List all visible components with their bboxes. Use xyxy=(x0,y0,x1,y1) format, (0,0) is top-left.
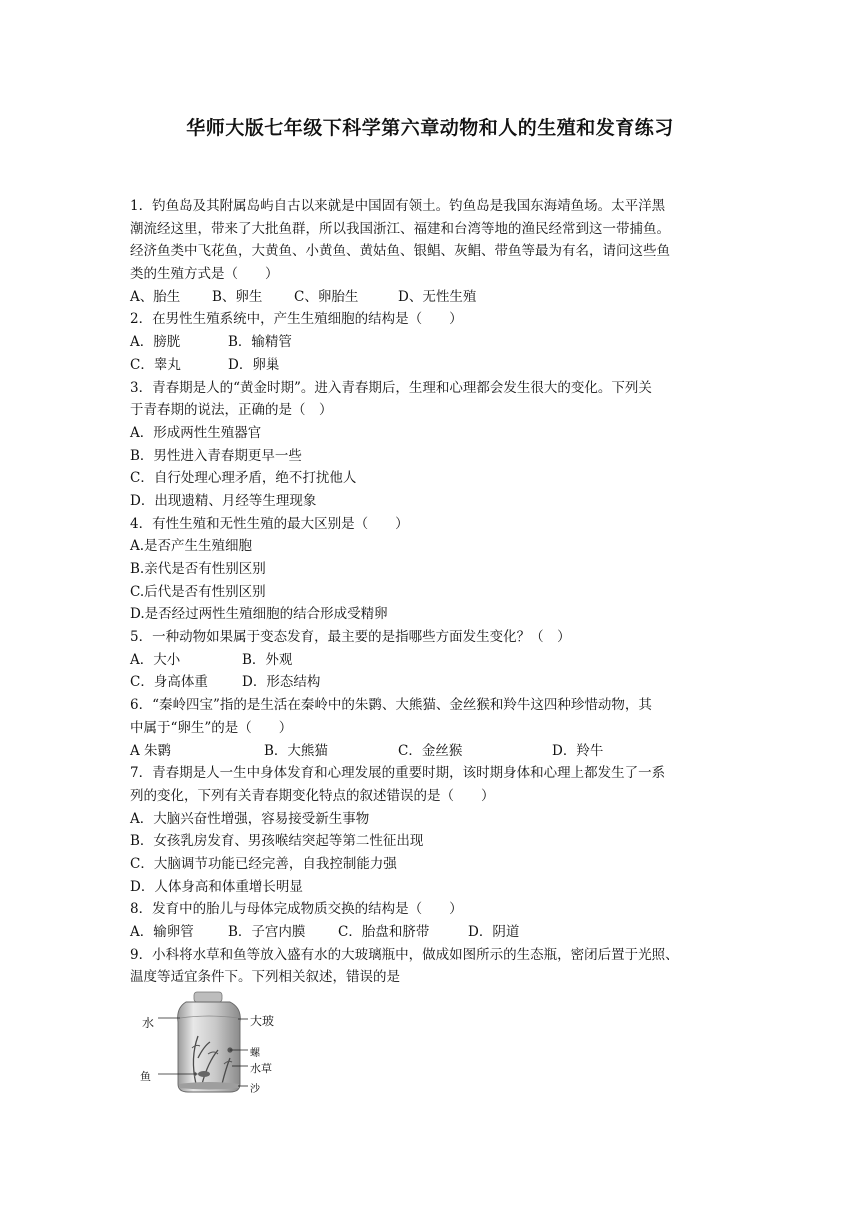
question-text-line: 3．青春期是人的“黄金时期”。进入青春期后，生理和心理都会发生很大的变化。下列关 xyxy=(130,379,652,396)
label-fish: 鱼 xyxy=(140,1070,151,1083)
option-choice[interactable]: B．外观 xyxy=(242,651,293,668)
label-weed: 水草 xyxy=(250,1062,272,1075)
option-row xyxy=(130,535,732,558)
question-text-line: 6．“秦岭四宝”指的是生活在秦岭中的朱鹮、大熊猫、金丝猴和羚牛这四种珍惜动物，其 xyxy=(130,697,652,714)
option-choice[interactable]: C．自行处理心理矛盾，绝不打扰他人 xyxy=(130,470,357,487)
option-choice[interactable]: A．大脑兴奋性增强，容易接受新生事物 xyxy=(130,810,370,827)
question-9 xyxy=(130,944,732,989)
option-choice[interactable]: B．大熊猫 xyxy=(264,742,328,759)
label-water: 水 xyxy=(142,1016,155,1030)
label-glass: 大玻 xyxy=(250,1014,275,1028)
option-row xyxy=(130,445,732,468)
option-choice[interactable]: B.亲代是否有性别区别 xyxy=(130,561,266,577)
question-text-line: 中属于“卵生”的是（ ） xyxy=(130,719,293,736)
option-row xyxy=(130,921,732,944)
option-choice[interactable]: A．输卵管 xyxy=(130,924,194,940)
question-2 xyxy=(130,308,732,376)
question-text-line: 8．发育中的胎儿与母体完成物质交换的结构是（ ） xyxy=(130,901,463,918)
question-text-line: 潮流经这里，带来了大批鱼群，所以我国浙江、福建和台湾等地的渔民经常到这一带捕鱼。 xyxy=(130,220,670,237)
option-choice[interactable]: B．子宫内膜 xyxy=(228,924,306,940)
option-row xyxy=(130,467,732,490)
option-choice[interactable]: A．膀胱 xyxy=(130,334,181,351)
option-row xyxy=(130,603,732,626)
question-4 xyxy=(130,513,732,626)
question-text-line: 2．在男性生殖系统中，产生生殖细胞的结构是（ ） xyxy=(130,311,463,328)
option-choice[interactable]: C．大脑调节功能已经完善，自我控制能力强 xyxy=(130,855,397,872)
option-choice[interactable]: A．形成两性生殖器官 xyxy=(130,424,262,441)
option-choice[interactable]: C．金丝猴 xyxy=(398,742,463,759)
option-choice[interactable]: C、卵胎生 xyxy=(294,288,359,305)
question-text-line: 于青春期的说法，正确的是（ ） xyxy=(130,402,333,419)
question-8 xyxy=(130,898,732,943)
question-6 xyxy=(130,694,732,762)
option-choice[interactable]: D．卵巢 xyxy=(228,356,280,373)
label-shrimp: 螺 xyxy=(250,1048,260,1059)
option-choice[interactable]: C．睾丸 xyxy=(130,356,181,373)
question-text-line: 温度等适宜条件下。下列相关叙述，错误的是 xyxy=(130,969,400,986)
option-choice[interactable]: D．人体身高和体重增长明显 xyxy=(130,878,303,895)
question-text-line: 列的变化，下列有关青春期变化特点的叙述错误的是（ ） xyxy=(130,787,495,804)
question-3 xyxy=(130,377,732,513)
question-text-line: 7．青春期是人一生中身体发育和心理发展的重要时期，该时期身体和心理上都发生了一系 xyxy=(130,765,666,782)
option-row xyxy=(130,876,732,899)
option-choice[interactable]: D．形态结构 xyxy=(242,674,321,691)
option-row xyxy=(130,422,732,445)
option-row xyxy=(130,853,732,876)
option-choice[interactable]: B．男性进入青春期更早一些 xyxy=(130,447,302,464)
option-choice[interactable]: A 朱鹮 xyxy=(130,742,172,759)
option-row xyxy=(130,354,732,377)
question-5 xyxy=(130,626,732,694)
option-row xyxy=(130,581,732,604)
option-choice[interactable]: D.是否经过两性生殖细胞的结合形成受精卵 xyxy=(130,606,388,623)
option-choice[interactable]: C．胎盘和脐带 xyxy=(338,924,430,940)
option-row xyxy=(130,671,732,694)
option-choice[interactable]: C.后代是否有性别区别 xyxy=(130,583,266,600)
option-row xyxy=(130,830,732,853)
option-row xyxy=(130,649,732,672)
option-row xyxy=(130,808,732,831)
question-list xyxy=(130,195,732,989)
option-row xyxy=(130,286,732,309)
question-7 xyxy=(130,762,732,898)
option-row xyxy=(130,490,732,513)
option-row xyxy=(130,740,732,763)
option-choice[interactable]: B、卵生 xyxy=(212,288,263,305)
option-choice[interactable]: B．输精管 xyxy=(228,334,292,351)
option-row xyxy=(130,558,732,581)
option-choice[interactable]: A．大小 xyxy=(130,651,181,668)
option-choice[interactable]: A、胎生 xyxy=(130,288,181,305)
label-sand: 沙 xyxy=(250,1084,260,1095)
option-choice[interactable]: C．身高体重 xyxy=(130,674,208,691)
question-text-line: 5．一种动物如果属于变态发育，最主要的是指哪些方面发生变化？（ ） xyxy=(130,629,571,646)
option-row xyxy=(130,331,732,354)
eco-bottle-figure xyxy=(138,988,288,1098)
option-choice[interactable]: B．女孩乳房发育、男孩喉结突起等第二性征出现 xyxy=(130,833,424,850)
question-text-line: 4．有性生殖和无性生殖的最大区别是（ ） xyxy=(130,515,409,532)
option-choice[interactable]: D、无性生殖 xyxy=(398,288,477,305)
option-choice[interactable]: D．出现遗精、月经等生理现象 xyxy=(130,492,317,509)
question-text-line: 类的生殖方式是（ ） xyxy=(130,266,279,283)
option-choice[interactable]: D．阴道 xyxy=(468,924,520,940)
question-text-line: 经济鱼类中飞花鱼，大黄鱼、小黄鱼、黄姑鱼、银鲳、灰鲳、带鱼等最为有名，请问这些鱼 xyxy=(130,243,670,260)
option-choice[interactable]: A.是否产生生殖细胞 xyxy=(130,538,253,555)
eco-bottle-illustration xyxy=(138,988,288,1098)
option-choice[interactable]: D．羚牛 xyxy=(552,742,604,759)
question-text-line: 9．小科将水草和鱼等放入盛有水的大玻璃瓶中，做成如图所示的生态瓶，密闭后置于光照、 xyxy=(130,946,679,963)
page-title: 华师大版七年级下科学第六章动物和人的生殖和发育练习 xyxy=(186,117,674,139)
question-1 xyxy=(130,195,732,308)
question-text-line: 1．钓鱼岛及其附属岛屿自古以来就是中国固有领土。钓鱼岛是我国东海靖鱼场。太平洋黑 xyxy=(130,198,666,214)
